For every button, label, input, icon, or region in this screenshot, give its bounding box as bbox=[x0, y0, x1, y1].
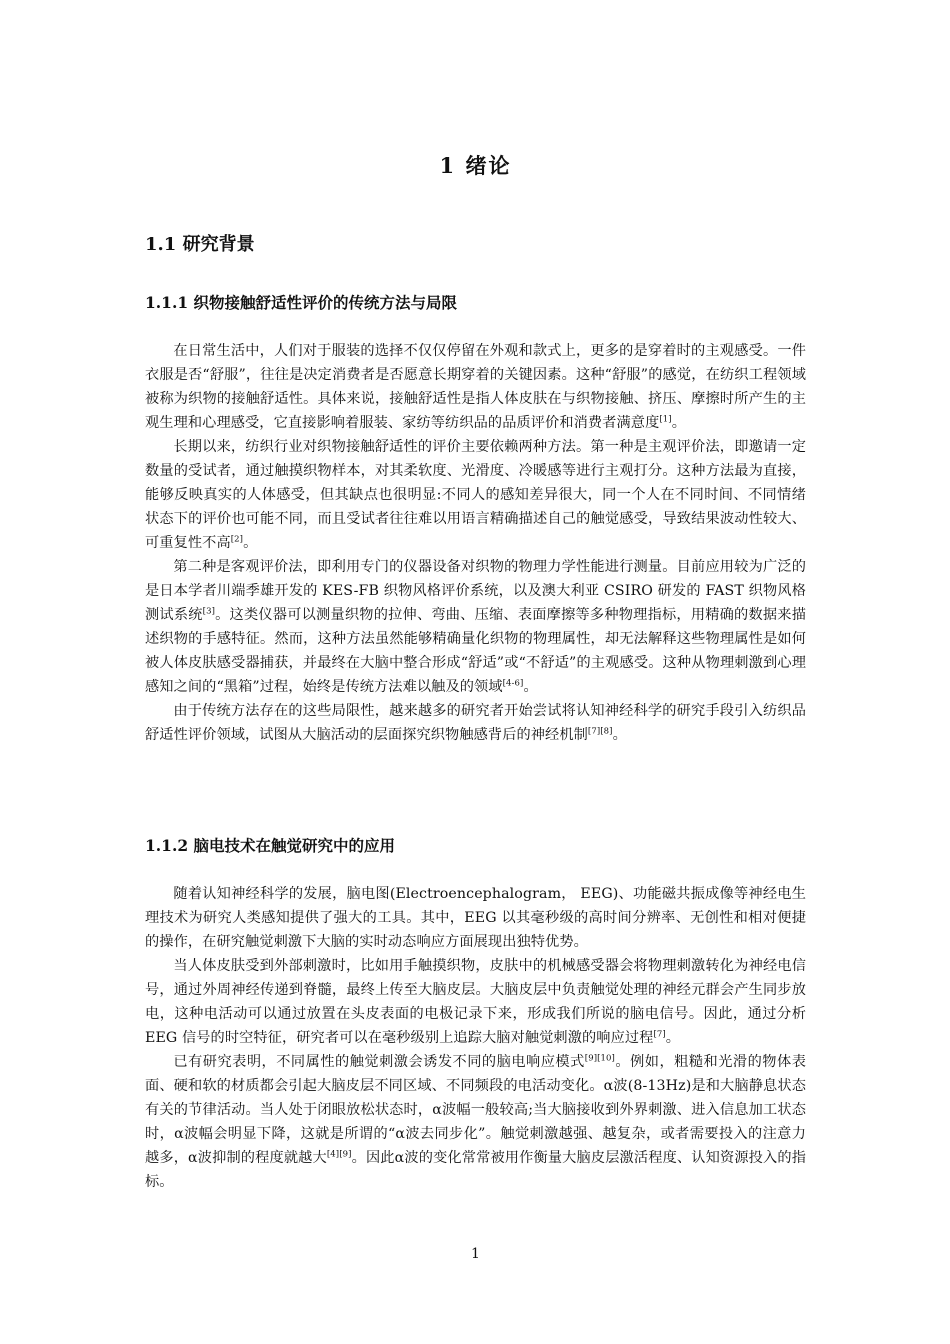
paragraph: 第二种是客观评价法，即利用专门的仪器设备对织物的物理力学性能进行测量。目前应用较为广泛的是日本学者川端季雄开发的 KES-FB 织物风格评价系统，以及澳大利亚 CSIRO 研发的 FAST 织物风格测试系统[3]。这类仪器可以测量织物的拉伸、弯曲、压缩、表面摩擦等多种物理指标，用精确的数据来描述织物的手感特征。然而，这种方法虽然能够精确量化织物的物理属性，却无法解释这些物理属性是如何被人体皮肤感受器捕获，并最终在大脑中整合形成“舒适”或“不舒适”的主观感受。这种从物理刺激到心理感知之间的“黑箱”过程，始终是传统方法难以触及的领域[4-6]。 bbox=[145, 559, 807, 695]
paragraph: 随着认知神经科学的发展，脑电图(Electroencephalogram， EEG)、功能磁共振成像等神经电生理技术为研究人类感知提供了强大的工具。其中，EEG 以其毫秒级的高时间分辨率、无创性和相对便捷的操作，在研究触觉刺激下大脑的实时动态响应方面展现出独特优势。 bbox=[145, 886, 806, 950]
citation: [1] bbox=[659, 414, 672, 425]
subsection-title-1-1-2: 1.1.2 脑电技术在触觉研究中的应用 bbox=[145, 836, 396, 855]
page-number: 1 bbox=[471, 1246, 480, 1262]
subsection-body-1-1-1 bbox=[145, 339, 806, 747]
document-page bbox=[145, 0, 806, 1344]
citation: [9][10] bbox=[584, 1053, 615, 1064]
subsection-title-1-1-1: 1.1.1 织物接触舒适性评价的传统方法与局限 bbox=[145, 293, 458, 312]
paragraph: 已有研究表明，不同属性的触觉刺激会诱发不同的脑电响应模式[9][10]。例如，粗糙和光滑的物体表面、硬和软的材质都会引起大脑皮层不同区域、不同频段的电活动变化。α波(8-13Hz)是和大脑静息状态有关的节律活动。当人处于闭眼放松状态时，α波幅一般较高;当大脑接收到外界刺激、进入信息加工状态时，α波幅会明显下降，这就是所谓的“α波去同步化”。触觉刺激越强、越复杂，或者需要投入的注意力越多，α波抑制的程度就越大[4][9]。因此α波的变化常常被用作衡量大脑皮层激活程度、认知资源投入的指标。 bbox=[145, 1053, 806, 1190]
paragraph: 当人体皮肤受到外部刺激时，比如用手触摸织物，皮肤中的机械感受器会将物理刺激转化为神经电信号，通过外周神经传递到脊髓，最终上传至大脑皮层。大脑皮层中负责触觉处理的神经元群会产生同步放电，这种电活动可以通过放置在头皮表面的电极记录下来，形成我们所说的脑电信号。因此，通过分析 EEG 信号的时空特征，研究者可以在毫秒级别上追踪大脑对触觉刺激的响应过程[7]。 bbox=[145, 958, 806, 1046]
citation: [3] bbox=[202, 606, 216, 617]
chapter-title: 1 绪论 bbox=[439, 153, 512, 178]
paragraph: 在日常生活中，人们对于服装的选择不仅仅停留在外观和款式上，更多的是穿着时的主观感受。一件衣服是否“舒服”，往往是决定消费者是否愿意长期穿着的关键因素。这种“舒服”的感觉，在纺织工程领域被称为织物的接触舒适性。具体来说，接触舒适性是指人体皮肤在与织物接触、挤压、摩擦时所产生的主观生理和心理感受，它直接影响着服装、家纺等纺织品的品质评价和消费者满意度[1]。 bbox=[145, 343, 806, 431]
paragraph: 由于传统方法存在的这些局限性，越来越多的研究者开始尝试将认知神经科学的研究手段引入纺织品舒适性评价领域，试图从大脑活动的层面探究织物触感背后的神经机制[7][8]。 bbox=[145, 703, 806, 743]
subsection-body-1-1-2 bbox=[145, 882, 806, 1194]
citation: [7][8] bbox=[587, 726, 613, 737]
citation: [2] bbox=[230, 534, 244, 545]
paragraph: 长期以来，纺织行业对织物接触舒适性的评价主要依赖两种方法。第一种是主观评价法，即邀请一定数量的受试者，通过触摸织物样本，对其柔软度、光滑度、冷暖感等进行主观打分。这种方法最为直接，能够反映真实的人体感受，但其缺点也很明显:不同人的感知差异很大，同一个人在不同时间、不同情绪状态下的评价也可能不同，而且受试者往往难以用语言精确描述自己的触觉感受，导致结果波动性较大、可重复性不高[2]。 bbox=[145, 439, 806, 551]
section-title: 1.1 研究背景 bbox=[145, 234, 255, 255]
citation: [4][9] bbox=[326, 1149, 352, 1160]
citation: [4-6] bbox=[502, 678, 524, 689]
citation: [7] bbox=[653, 1029, 666, 1040]
